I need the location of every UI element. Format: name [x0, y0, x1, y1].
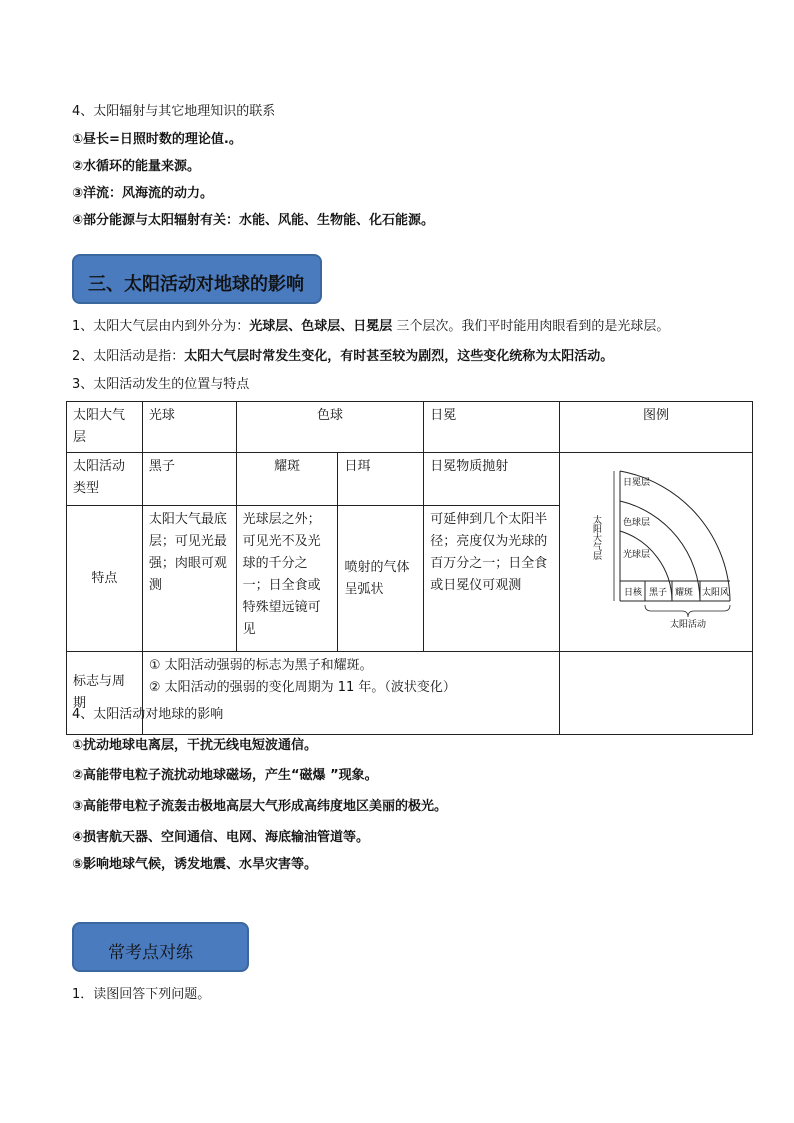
cell-prominence: 日珥: [338, 453, 424, 506]
paragraph-2: [72, 348, 613, 366]
feature-cme: 可延伸到几个太阳半径；亮度仅为光球的百万分之一；日全食或日冕仪可观测: [424, 506, 560, 652]
feature-sunspot: 太阳大气最底层；可见光最强；肉眼可观测: [142, 506, 236, 652]
question-1: 1．读图回答下列问题。: [72, 987, 211, 1002]
list-item: ④损害航天器、空间通信、电网、海底输油管道等。: [72, 830, 370, 845]
p2-prefix: 2、太阳活动是指：: [72, 349, 185, 364]
header-photosphere: 光球: [142, 402, 236, 453]
sign-item-1: ① 太阳活动强弱的标志为黑子和耀斑。: [148, 658, 373, 673]
sun-layers-diagram: [560, 453, 752, 643]
label-activity: 太阳活动: [669, 620, 706, 630]
section4b-title: 4、太阳活动对地球的影响: [72, 707, 224, 722]
p1-bold: 光球层、色球层、日冕层: [249, 319, 393, 334]
p1-prefix: 1、太阳大气层由内到外分为：: [72, 319, 250, 334]
cell-sunspot: 黑子: [142, 453, 236, 506]
section4-title: 4、太阳辐射与其它地理知识的联系: [72, 104, 276, 119]
paragraph-3: 3、太阳活动发生的位置与特点: [72, 377, 250, 392]
label-flare: 耀斑: [674, 588, 693, 598]
label-wind: 太阳风: [701, 588, 729, 598]
list-item: ③洋流：风海流的动力。: [72, 186, 214, 201]
banner2-title: 常考点对练: [108, 943, 193, 963]
feature-flare: 光球层之外；可见光不及光球的千分之一；日全食或特殊望远镜可见: [236, 506, 338, 652]
label-chromosphere: 色球层: [622, 518, 650, 528]
header-chromosphere: 色球: [236, 402, 424, 453]
cell-flare: 耀斑: [236, 453, 338, 506]
figure-cell: [559, 453, 752, 652]
list-item: ⑤影响地球气候，诱发地震、水旱灾害等。: [72, 857, 318, 872]
feature-prominence: 喷射的气体呈弧状: [338, 506, 424, 652]
banner-title: 三、太阳活动对地球的影响: [88, 274, 304, 295]
header-figure: 图例: [559, 402, 752, 453]
cell-cme: 日冕物质抛射: [424, 453, 560, 506]
header-corona: 日冕: [424, 402, 560, 453]
p2-bold: 太阳大气层时常发生变化，有时甚至较为剧烈，这些变化统称为太阳活动。: [184, 349, 614, 364]
row-label-sign: 标志与周期: [67, 652, 143, 735]
practice-banner: [72, 922, 249, 972]
list-item: ①扰动地球电离层，干扰无线电短波通信。: [72, 738, 318, 753]
section-banner: [72, 254, 322, 304]
row-label-type: 太阳活动类型: [67, 453, 143, 506]
solar-activity-table: [66, 401, 753, 735]
diagram-left-label: 太阳大气层: [590, 515, 601, 560]
label-core: 日核: [623, 588, 642, 598]
row-label-feature: 特点: [67, 506, 143, 652]
list-item: ②水循环的能量来源。: [72, 159, 201, 174]
list-item: ④部分能源与太阳辐射有关：水能、风能、生物能、化石能源。: [72, 213, 435, 228]
p1-suffix: 三个层次。我们平时能用肉眼看到的是光球层。: [392, 319, 670, 334]
label-photosphere: 光球层: [622, 550, 650, 560]
empty-cell: [559, 652, 752, 735]
list-item: ②高能带电粒子流扰动地球磁场，产生“磁爆 ”现象。: [72, 768, 378, 783]
paragraph-1: [72, 318, 669, 336]
label-corona: 日冕层: [622, 478, 650, 488]
list-item: ①昼长=日照时数的理论值.。: [72, 132, 242, 147]
sign-item-2: ② 太阳活动的强弱的变化周期为 11 年。（波状变化）: [148, 680, 456, 695]
header-layer: 太阳大气层: [67, 402, 143, 453]
list-item: ③高能带电粒子流轰击极地高层大气形成高纬度地区美丽的极光。: [72, 799, 448, 814]
label-sunspot: 黑子: [648, 588, 667, 598]
